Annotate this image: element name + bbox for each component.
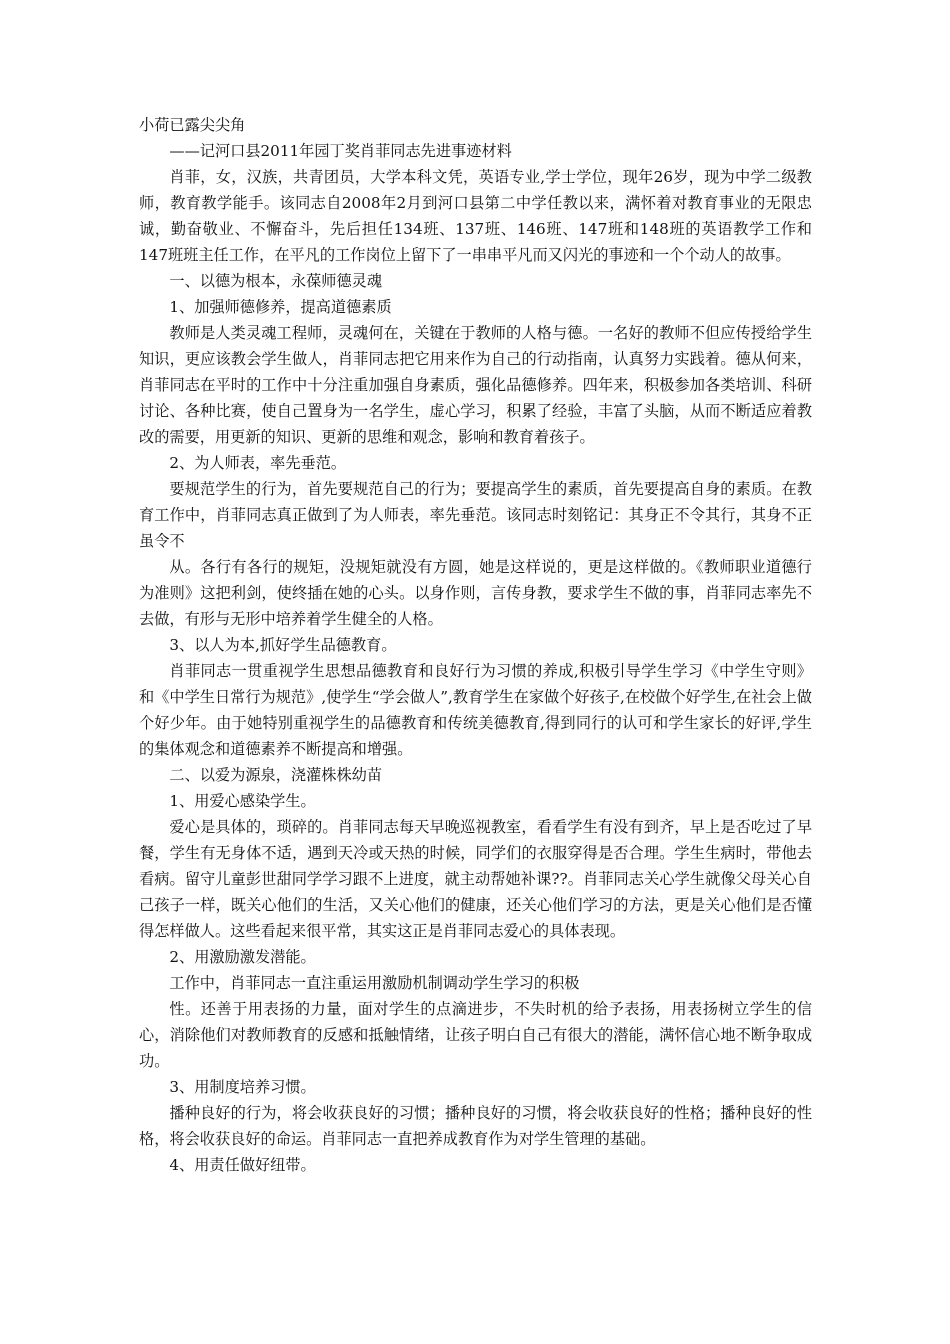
document-title: 小荷已露尖尖角 [139, 116, 246, 134]
body-paragraph: 从。各行有各行的规矩，没规矩就没有方圆，她是这样说的，更是这样做的。《教师职业道德行为准则》这把利剑，使终插在她的心头。以身作则，言传身教，要求学生不做的事，肖菲同志率先不去做，有形与无形中培养着学生健全的人格。 [139, 558, 812, 628]
section-heading: 一、以德为根本，永葆师德灵魂 [169, 272, 383, 290]
section-heading: 2、用激励激发潜能。 [169, 948, 316, 966]
section-heading: 1、用爱心感染学生。 [169, 792, 316, 810]
document-body [139, 164, 812, 1178]
body-paragraph: 肖菲同志一贯重视学生思想品德教育和良好行为习惯的养成,积极引导学生学习《中学生守则》和《中学生日常行为规范》,使学生“学会做人”,教育学生在家做个好孩子,在校做个好学生,在社会上做个好少年。由于她特别重视学生的品德教育和传统美德教育,得到同行的认可和学生家长的好评,学生的集体观念和道德素养不断提高和增强。 [139, 662, 812, 758]
section-heading: 4、用责任做好纽带。 [169, 1156, 316, 1174]
section-heading: 1、加强师德修养，提高道德素质 [169, 298, 392, 316]
body-paragraph: 爱心是具体的，琐碎的。肖菲同志每天早晚巡视教室，看看学生有没有到齐，早上是否吃过了早餐，学生有无身体不适，遇到天冷或天热的时候，同学们的衣服穿得是否合理。学生生病时，带他去看病。留守儿童彭世甜同学学习跟不上进度，就主动帮她补课??。肖菲同志关心学生就像父母关心自己孩子一样，既关心他们的生活，又关心他们的健康，还关心他们学习的方法，更是关心他们是否懂得怎样做人。这些看起来很平常，其实这正是肖菲同志爱心的具体表现。 [139, 818, 812, 940]
body-paragraph: 肖菲，女，汉族，共青团员，大学本科文凭，英语专业,学士学位，现年26岁，现为中学二级教师，教育教学能手。该同志自2008年2月到河口县第二中学任教以来，满怀着对教育事业的无限忠诚，勤奋敬业、不懈奋斗，先后担任134班、137班、146班、147班和148班的英语教学工作和147班班主任工作，在平凡的工作岗位上留下了一串串平凡而又闪光的事迹和一个个动人的故事。 [139, 168, 812, 264]
body-paragraph: 教师是人类灵魂工程师，灵魂何在，关键在于教师的人格与德。一名好的教师不但应传授给学生知识，更应该教会学生做人，肖菲同志把它用来作为自己的行动指南，认真努力实践着。德从何来，肖菲同志在平时的工作中十分注重加强自身素质，强化品德修养。四年来，积极参加各类培训、科研讨论、各种比赛，使自己置身为一名学生，虚心学习，积累了经验，丰富了头脑，从而不断适应着教改的需要，用更新的知识、更新的思维和观念，影响和教育着孩子。 [139, 324, 812, 446]
body-paragraph: 播种良好的行为，将会收获良好的习惯；播种良好的习惯，将会收获良好的性格；播种良好的性格，将会收获良好的命运。肖菲同志一直把养成教育作为对学生管理的基础。 [139, 1104, 812, 1148]
body-paragraph: 要规范学生的行为，首先要规范自己的行为；要提高学生的素质，首先要提高自身的素质。在教育工作中，肖菲同志真正做到了为人师表，率先垂范。该同志时刻铭记：其身正不令其行，其身不正虽令不 [139, 480, 812, 550]
section-heading: 3、以人为本,抓好学生品德教育。 [169, 636, 397, 654]
body-paragraph: 工作中，肖菲同志一直注重运用激励机制调动学生学习的积极 [169, 974, 580, 992]
document-subtitle: ——记河口县2011年园丁奖肖菲同志先进事迹材料 [169, 142, 512, 160]
document-page [139, 112, 812, 1178]
body-paragraph: 性。还善于用表扬的力量，面对学生的点滴进步，不失时机的给予表扬，用表扬树立学生的信心，消除他们对教师教育的反感和抵触情绪，让孩子明白自己有很大的潜能，满怀信心地不断争取成功。 [139, 1000, 812, 1070]
section-heading: 二、以爱为源泉，浇灌株株幼苗 [169, 766, 383, 784]
section-heading: 3、用制度培养习惯。 [169, 1078, 316, 1096]
section-heading: 2、为人师表，率先垂范。 [169, 454, 347, 472]
